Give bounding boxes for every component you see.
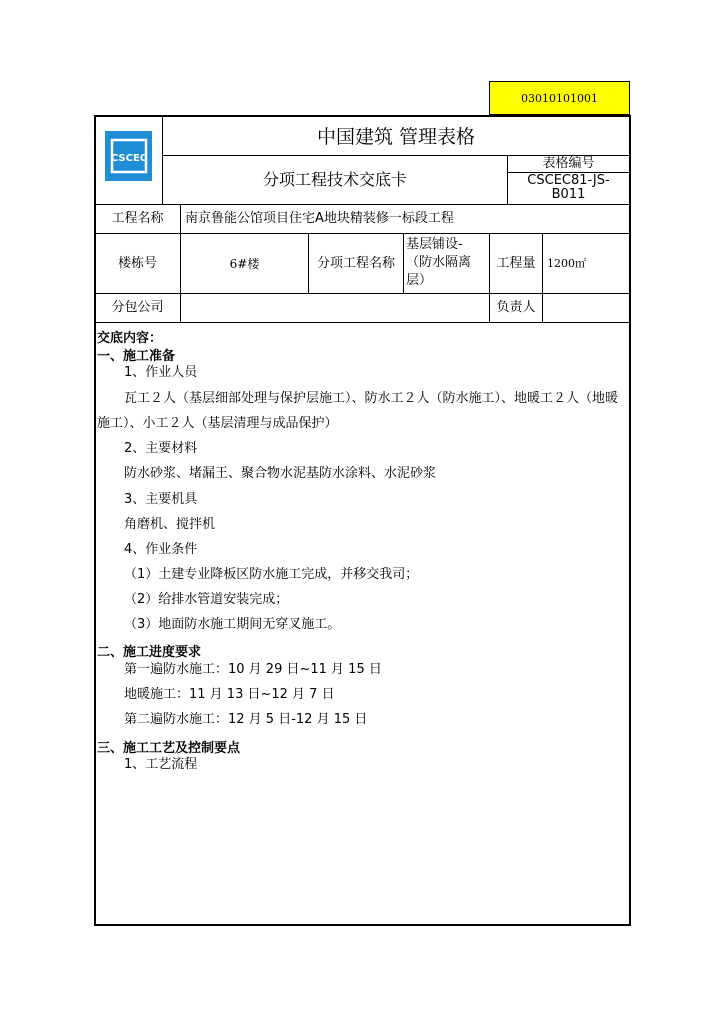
subcontractor-value (181, 294, 489, 322)
section-1-item-1-text-b: 施工）、小工２人（基层清理与成品保护） (97, 416, 338, 431)
manager-value (543, 294, 629, 322)
logo-text: CSCEC (110, 153, 147, 164)
subproject-col-divider (403, 233, 404, 293)
section-1-item-3-text: 角磨机、搅拌机 (124, 517, 216, 532)
cscec-logo-icon (109, 136, 149, 176)
section-2-title: 二、施工进度要求 (97, 645, 202, 660)
row-divider-4 (95, 322, 629, 323)
project-name-value: 南京鲁能公馆项目住宅A地块精装修一标段工程 (185, 211, 454, 226)
section-2-line-1: 第一遍防水施工：10 月 29 日~11 月 15 日 (124, 662, 382, 677)
section-1-condition-1: （1）土建专业降板区防水施工完成，并移交我司； (124, 567, 419, 582)
section-1-item-3: 3、主要机具 (124, 492, 198, 507)
section-3-title: 三、施工工艺及控制要点 (97, 741, 241, 756)
company-logo (105, 131, 152, 181)
section-3-item-1: 1、工艺流程 (124, 757, 198, 772)
form-no-value-2: B011 (551, 187, 586, 202)
sub-project-value-line-1: 基层铺设- (406, 237, 463, 252)
section-2-line-3: 第二遍防水施工：12 月 5 日-12 月 15 日 (124, 712, 368, 727)
section-1-item-1: 1、作业人员 (124, 365, 198, 380)
sub-project-value-line-2: （防水隔离 (406, 255, 472, 270)
sub-project-value (406, 236, 489, 292)
section-1-item-2-text: 防水砂浆、堵漏王、聚合物水泥基防水涂料、水泥砂浆 (124, 466, 437, 481)
sub-project-label: 分项工程名称 (316, 255, 395, 271)
section-1-title: 一、施工准备 (97, 349, 176, 364)
content-heading: 交底内容： (97, 331, 163, 346)
company-title: 中国建筑 管理表格 (316, 125, 476, 148)
form-code: 03010101001 (489, 81, 630, 115)
section-1-condition-2: （2）给排水管道安装完成； (124, 592, 289, 607)
building-no-value: 6#楼 (229, 256, 260, 271)
section-1-item-1-text-a: 瓦工２人（基层细部处理与保护层施工）、防水工２人（防水施工）、地暖工２人（地暖 (124, 391, 619, 406)
sub-project-value-line-3: 层） (406, 273, 433, 288)
project-name-label: 工程名称 (111, 211, 164, 226)
form-no-value-1: CSCEC81-JS- (527, 172, 610, 188)
subcontractor-label: 分包公司 (111, 300, 164, 315)
section-2-line-2: 地暖施工：11 月 13 日~12 月 7 日 (124, 687, 335, 702)
section-1-item-2: 2、主要材料 (124, 441, 198, 456)
form-no-label: 表格编号 (542, 155, 595, 171)
building-no-label: 楼栋号 (117, 255, 157, 271)
quantity-value: 1200㎡ (547, 256, 586, 270)
section-1-item-4: 4、作业条件 (124, 542, 198, 557)
form-title: 分项工程技术交底卡 (262, 170, 407, 189)
manager-label: 负责人 (496, 300, 536, 315)
section-1-condition-3: （3）地面防水施工期间无穿叉施工。 (124, 617, 341, 632)
quantity-label: 工程量 (496, 255, 536, 271)
